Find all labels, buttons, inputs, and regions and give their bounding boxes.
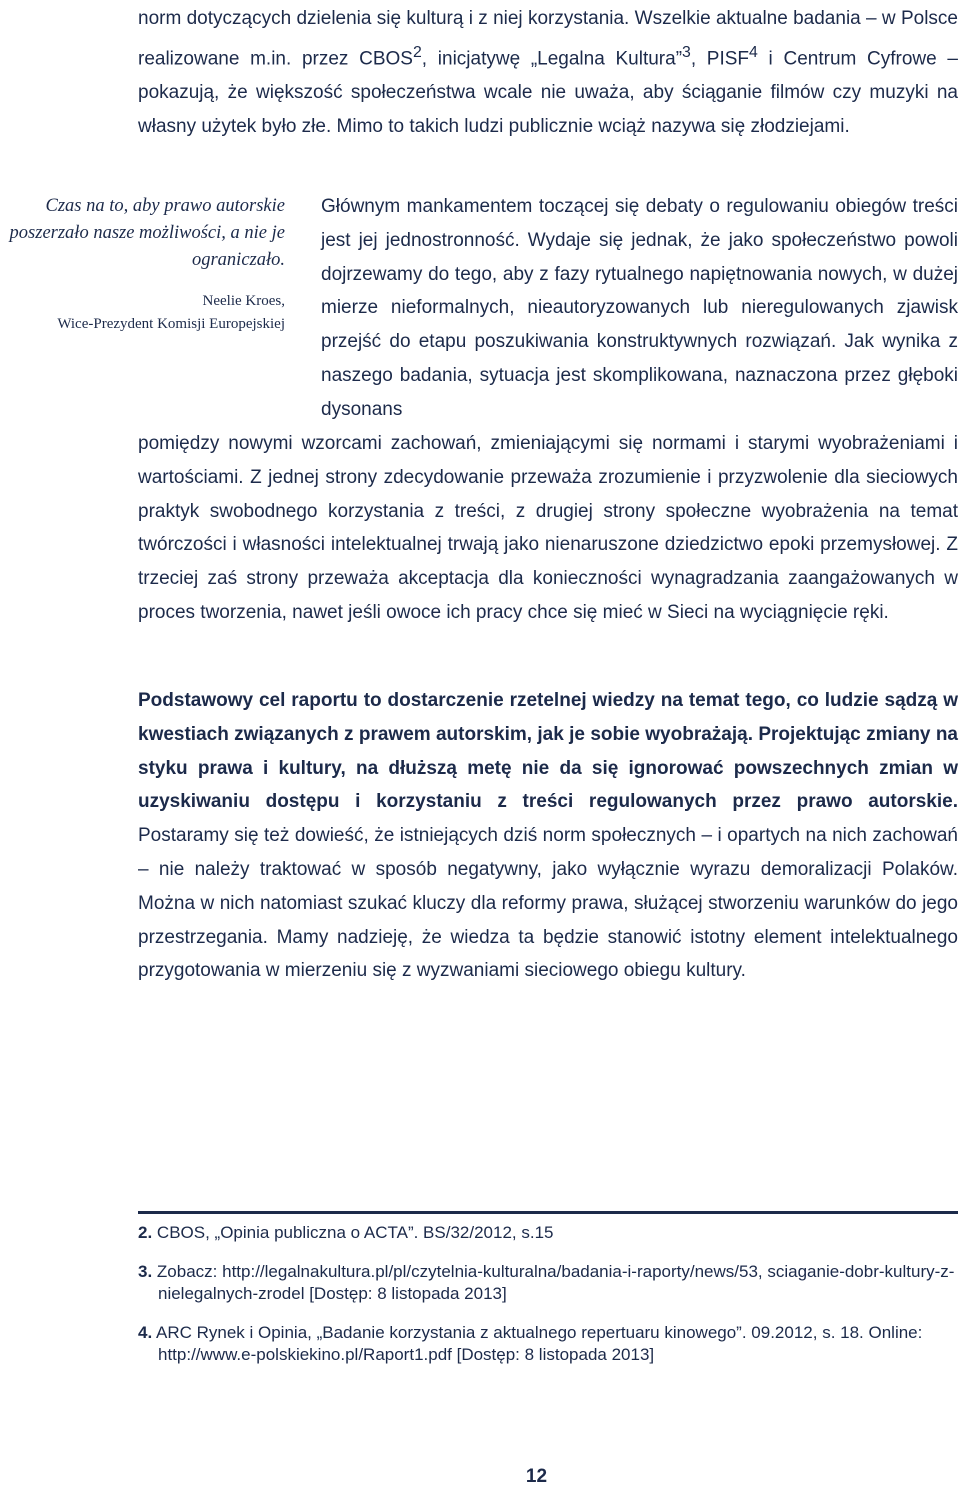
- footnote-text: CBOS, „Opinia publiczna o ACTA”. BS/32/2012, s.15: [156, 1223, 554, 1242]
- footnote-divider: [138, 1211, 958, 1214]
- footnote-number: 2.: [138, 1223, 153, 1242]
- footnote-ref-4[interactable]: 4: [749, 43, 758, 61]
- pull-quote-text: Czas na to, aby prawo autorskie poszerzało nasze możliwości, a nie je ograniczało.: [9, 196, 285, 270]
- pull-quote-attribution: [0, 290, 285, 336]
- report-goal-regular-text: Postaramy się też dowieść, że istniejących dziś norm społecznych – i opartych na nich zachowań – nie należy traktować w sposób negatywny, jako wyłącznie wyrazu demoralizacji Polaków. Można w nich natomiast szukać kluczy dla reformy prawa, służącej stworzeniu warunków do jego przestrzegania. Mamy nadzieję, że wiedza ta będzie stanowić istotny element intelektualnego przygotowania w mierzeniu się z wyzwaniami sieciowego obiegu kultury.: [138, 825, 958, 982]
- pull-quote-author-name: Neelie Kroes,: [202, 293, 285, 309]
- para1-text-3: , PISF: [690, 48, 750, 70]
- footnote-number: 3.: [138, 1262, 153, 1281]
- footnote-4: [138, 1322, 958, 1366]
- footnote-text[interactable]: Zobacz: http://legalnakultura.pl/pl/czytelnia-kulturalna/badania-i-raporty/news/53, sciaganie-dobr-kultury-z-nielegalnych-zrodel [Dostęp: 8 listopada 2013]: [156, 1262, 955, 1303]
- debate-paragraph-continuation: pomiędzy nowymi wzorcami zachowań, zmieniającymi się normami i starymi wyobrażeniami i wartościami. Z jednej strony zdecydowanie przeważa zrozumienie i przyzwolenie dla sieciowych praktyk swobodnego korzystania z treści, z drugiej strony społeczne wyobrażenia na temat twórczości i własności intelektualnej trwają jako nienaruszone dziedzictwo epoki przemysłowej. Z trzeciej zaś strony przeważa akceptacja dla konieczności wynagradzania zaangażowanych w proces tworzenia, nawet jeśli owoce ich pracy chce się mieć w Sieci na wyciągnięcie ręki.: [138, 433, 958, 623]
- para1-text-1: norm dotyczących dzielenia się kulturą i z niej korzystania. Wszelkie aktualne badania – w Polsce realizowane m.in. przez CBOS: [138, 8, 958, 70]
- pull-quote: [0, 193, 285, 336]
- footnote-2: [138, 1222, 958, 1244]
- para1-text-4: i Centrum Cyfrowe – pokazują, że większość społeczeństwa wcale nie uważa, aby ściąganie filmów czy muzyki na własny użytek było złe. Mimo to takich ludzi publicznie wciąż nazywa się złodziejami.: [138, 48, 958, 137]
- page-number: 12: [525, 1466, 548, 1487]
- report-goal-paragraph: [138, 684, 958, 988]
- intro-paragraph: [138, 2, 958, 144]
- footnotes: [138, 1222, 958, 1383]
- footnote-text[interactable]: ARC Rynek i Opinia, „Badanie korzystania z aktualnego repertuaru kinowego”. 09.2012, s. 18. Online: http://www.e-polskiekino.pl/Raport1.pdf [Dostęp: 8 listopada 2013]: [155, 1323, 923, 1364]
- debate-paragraph-start: Głównym mankamentem toczącej się debaty o regulowaniu obiegów treści jest jej jednostronność. Wydaje się jednak, że jako społeczeństwo powoli dojrzewamy do tego, aby z fazy rytualnego napiętnowania nowych, w dużej mierze nieformalnych, nieautoryzowanych lub nieregulowanych zjawisk przejść do etapu poszukiwania konstruktywnych rozwiązań. Jak wynika z naszego badania, sytuacja jest skomplikowana, naznaczona przez głęboki dysonans: [321, 196, 958, 420]
- pull-quote-author-role: Wice-Prezydent Komisji Europejskiej: [57, 316, 285, 332]
- footnote-ref-3[interactable]: 3: [682, 43, 691, 61]
- footnote-3: [138, 1261, 958, 1305]
- footnote-ref-2[interactable]: 2: [412, 43, 422, 61]
- report-goal-bold-text: Podstawowy cel raportu to dostarczenie rzetelnej wiedzy na temat tego, co ludzie sądzą w kwestiach związanych z prawem autorskim, jak je sobie wyobrażają. Projektując zmiany na styku prawa i kultury, na dłuższą metę nie da się ignorować powszechnych zmian w uzyskiwaniu dostępu i korzystaniu z treści regulowanych przez prawo autorskie.: [138, 690, 958, 813]
- footnote-number: 4.: [138, 1323, 153, 1342]
- para1-text-2: , inicjatywę „Legalna Kultura”: [421, 48, 683, 70]
